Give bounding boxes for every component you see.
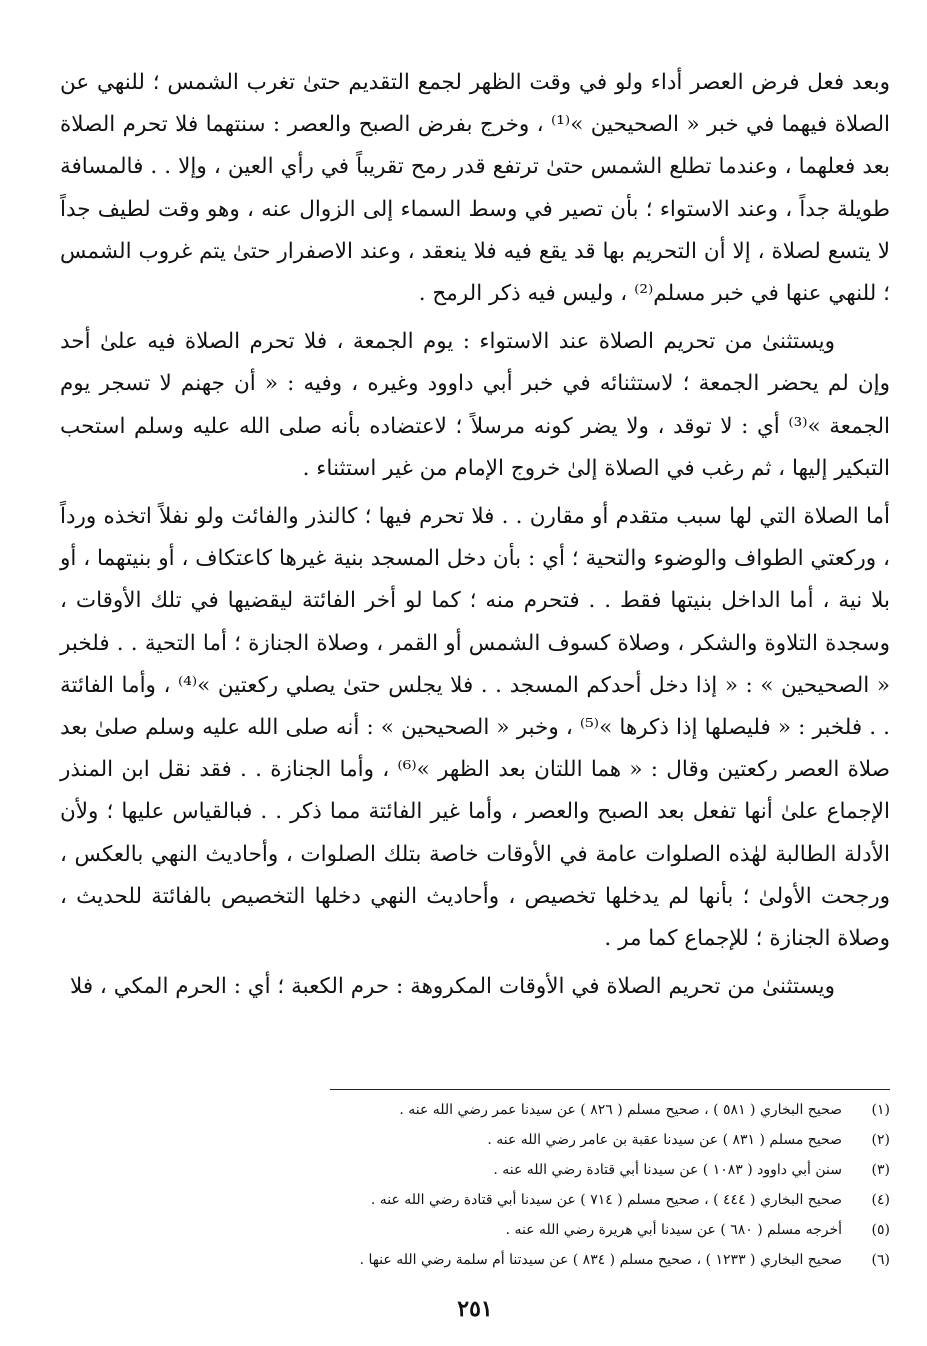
footnote-text: صحيح البخاري ( ٤٤٤ ) ، صحيح مسلم ( ٧١٤ ) عن سيدنا أبي قتادة رضي الله عنه .: [370, 1192, 842, 1208]
footnote-4: [60, 1185, 890, 1215]
page-number: ٢٥١: [457, 1296, 493, 1322]
footnote-2: [60, 1125, 890, 1155]
footnote-6: [60, 1245, 890, 1275]
footnote-text: صحيح مسلم ( ٨٣١ ) عن سيدنا عقبة بن عامر رضي الله عنه .: [487, 1132, 842, 1148]
footnote-number: (٦): [871, 1252, 890, 1268]
footnote-text: سنن أبي داوود ( ١٠٨٣ ) عن سيدنا أبي قتادة رضي الله عنه .: [493, 1162, 842, 1178]
paragraph-1: وبعد فعل فرض العصر أداء ولو في وقت الظهر لجمع التقديم حتىٰ تغرب الشمس ؛ للنهي عن الصلاة فيهما في خبر « الصحيحين »⁽¹⁾ ، وخرج بفرض الصبح والعصر : سنتهما فلا تحرم الصلاة بعد فعلهما ، وعندما تطلع الشمس حتىٰ ترتفع قدر رمح تقريباً في رأي العين ، وإلا . . فالمسافة طويلة جداً ، وعند الاستواء ؛ بأن تصير في وسط السماء إلى الزوال عنه ، وهو وقت لطيف جداً لا يتسع لصلاة ، إلا أن التحريم بها قد يقع فيه فلا ينعقد ، وعند الاصفرار حتىٰ يتم غروب الشمس ؛ للنهي عنها في خبر مسلم⁽²⁾ ، وليس فيه ذكر الرمح .: [60, 70, 890, 307]
footnote-text: أخرجه مسلم ( ٦٨٠ ) عن سيدنا أبي هريرة رضي الله عنه .: [505, 1222, 842, 1238]
paragraph-4: ويستثنىٰ من تحريم الصلاة في الأوقات المكروهة : حرم الكعبة ؛ أي : الحرم المكي ، فلا: [69, 974, 835, 1000]
footnotes: [60, 1095, 890, 1275]
footnote-number: (٣): [871, 1162, 890, 1178]
footnote-5: [60, 1215, 890, 1245]
footnote-number: (٥): [871, 1222, 890, 1238]
footnote-number: (٢): [871, 1132, 890, 1148]
footnote-text: صحيح البخاري ( ٥٨١ ) ، صحيح مسلم ( ٨٢٦ ) عن سيدنا عمر رضي الله عنه .: [399, 1102, 842, 1118]
paragraph-3: أما الصلاة التي لها سبب متقدم أو مقارن . . فلا تحرم فيها ؛ كالنذر والفائت ولو نفلاً اتخذه ورداً ، وركعتي الطواف والوضوء والتحية ؛ أي : بأن دخل المسجد بنية غيرها كاعتكاف ، أو بنيتهما ، أو بلا نية ، أما الداخل بنيتها فقط . . فتحرم منه ؛ كما لو أخر الفائتة ليقضيها في تلك الأوقات ، وسجدة التلاوة والشكر ، وصلاة كسوف الشمس أو القمر ، وصلاة الجنازة ؛ أما التحية . . فلخبر « الصحيحين » : « إذا دخل أحدكم المسجد . . فلا يجلس حتىٰ يصلي ركعتين »⁽⁴⁾ ، وأما الفائتة . . فلخبر : « فليصلها إذا ذكرها »⁽⁵⁾ ، وخبر « الصحيحين » : أنه صلى الله عليه وسلم صلىٰ بعد صلاة العصر ركعتين وقال : « هما اللتان بعد الظهر »⁽⁶⁾ ، وأما الجنازة . . فقد نقل ابن المنذر الإجماع علىٰ أنها تفعل بعد الصبح والعصر ، وأما غير الفائتة مما ذكر . . فبالقياس عليها ؛ ولأن الأدلة الطالبة لهٰذه الصلوات عامة في الأوقات خاصة بتلك الصلوات ، وأحاديث النهي بالعكس ، ورجحت الأولىٰ ؛ بأنها لم يدخلها تخصيص ، وأحاديث النهي دخلها التخصيص بالفائتة للحديث ، وصلاة الجنازة ؛ للإجماع كما مر .: [60, 504, 890, 952]
document-page: [60, 62, 890, 1332]
paragraph-2: ويستثنىٰ من تحريم الصلاة عند الاستواء : يوم الجمعة ، فلا تحرم الصلاة فيه علىٰ أحد وإن لم يحضر الجمعة ؛ لاستثنائه في خبر أبي داوود وغيره ، وفيه : « أن جهنم لا تسجر يوم الجمعة »⁽³⁾ أي : لا توقد ، ولا يضر كونه مرسلاً ؛ لاعتضاده بأنه صلى الله عليه وسلم استحب التبكير إليها ، ثم رغب في الصلاة إلىٰ خروج الإمام من غير استثناء .: [60, 329, 891, 481]
main-text: [60, 62, 890, 1008]
footnote-divider: [330, 1089, 890, 1090]
footnote-number: (٤): [871, 1192, 890, 1208]
footnote-3: [60, 1155, 890, 1185]
footnote-number: (١): [871, 1102, 890, 1118]
footnote-1: [60, 1095, 890, 1125]
footnote-text: صحيح البخاري ( ١٢٣٣ ) ، صحيح مسلم ( ٨٣٤ ) عن سيدتنا أم سلمة رضي الله عنها .: [359, 1252, 842, 1268]
